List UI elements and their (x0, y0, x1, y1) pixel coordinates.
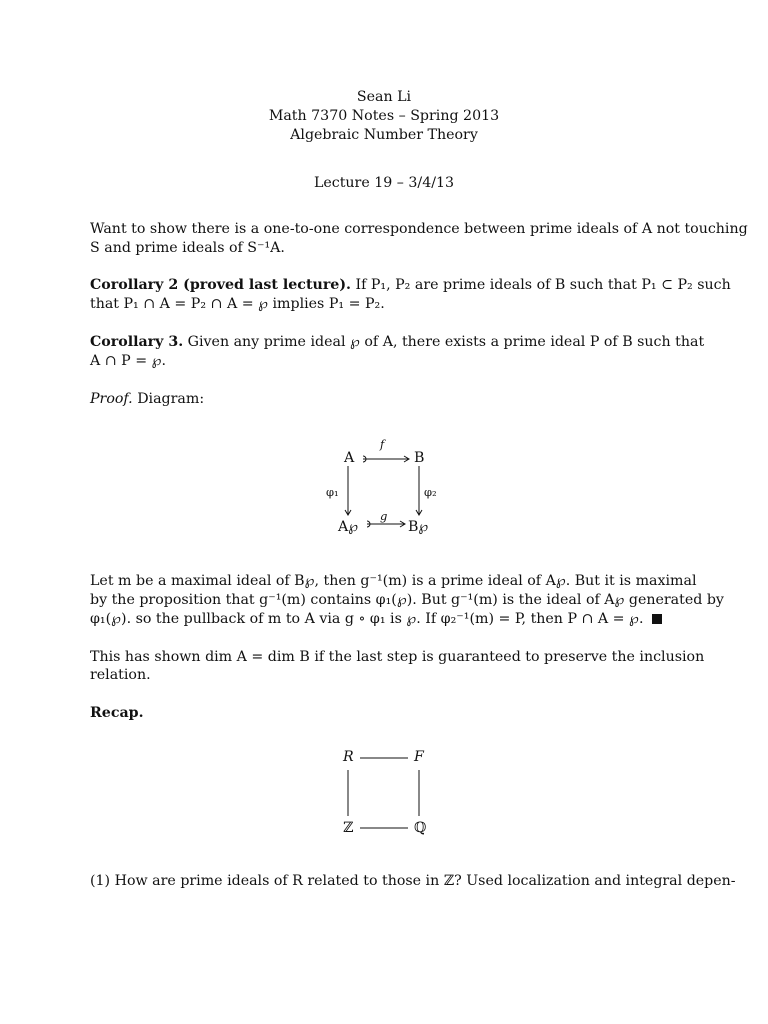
proof-line (90, 390, 678, 408)
argument-line-3 (90, 610, 678, 628)
proof-text: Diagram: (137, 391, 205, 407)
dim-line-2: relation. (90, 667, 151, 683)
commutative-diagram (320, 434, 440, 544)
qed-square-icon (652, 614, 662, 624)
corollary-3-line-2: A ∩ P = ℘. (90, 353, 167, 369)
corollary-2-line-1 (90, 276, 731, 294)
intro-line-1: Want to show there is a one-to-one correspondence between prime ideals of A not touching (90, 221, 748, 237)
node-r: R (343, 749, 354, 765)
recap-heading: Recap. (90, 705, 144, 721)
label-f: f (380, 437, 385, 451)
corollary-3-text: Given any prime ideal ℘ of A, there exists a prime ideal P of B such that (187, 334, 705, 350)
node-a: A (344, 450, 355, 466)
corollary-2-label: Corollary 2 (proved last lecture). (90, 277, 351, 293)
argument-line-2: by the proposition that g⁻¹(m) contains φ₁(℘). But g⁻¹(m) is the ideal of A℘ generated by (90, 592, 724, 608)
label-g: g (380, 509, 388, 523)
corollary-3-line-1 (90, 333, 705, 351)
corollary-2-text: If P₁, P₂ are prime ideals of B such that P₁ ⊂ P₂ such (355, 277, 731, 293)
node-b: B (414, 450, 425, 466)
node-b-wp: B℘ (408, 519, 429, 535)
proof-label: Proof. (90, 391, 133, 407)
argument-line-3-text: φ₁(℘). so the pullback of m to A via g ∘ φ₁ is ℘. If φ₂⁻¹(m) = P, then P ∩ A = ℘. (90, 611, 644, 627)
dim-line-1: This has shown dim A = dim B if the last step is guaranteed to preserve the inclusion (90, 649, 705, 665)
node-f: F (414, 749, 424, 765)
recap-diagram (330, 746, 440, 842)
node-q: ℚ (414, 820, 427, 836)
node-z: ℤ (343, 820, 354, 836)
course-title: Math 7370 Notes – Spring 2013 (268, 108, 500, 124)
argument-line-1: Let m be a maximal ideal of B℘, then g⁻¹(m) is a prime ideal of A℘. But it is maximal (90, 573, 697, 589)
label-phi1: φ₁ (326, 485, 339, 499)
node-a-wp: A℘ (338, 519, 359, 535)
intro-line-2: S and prime ideals of S⁻¹A. (90, 240, 285, 256)
lecture-title: Lecture 19 – 3/4/13 (313, 175, 455, 191)
corollary-3-label: Corollary 3. (90, 334, 184, 350)
author: Sean Li (356, 89, 412, 105)
label-phi2: φ₂ (424, 485, 437, 499)
question-line-1: (1) How are prime ideals of R related to those in ℤ? Used localization and integral depen- (90, 873, 736, 889)
corollary-2-line-2: that P₁ ∩ A = P₂ ∩ A = ℘ implies P₁ = P₂. (90, 296, 385, 312)
subject-title: Algebraic Number Theory (290, 127, 478, 143)
